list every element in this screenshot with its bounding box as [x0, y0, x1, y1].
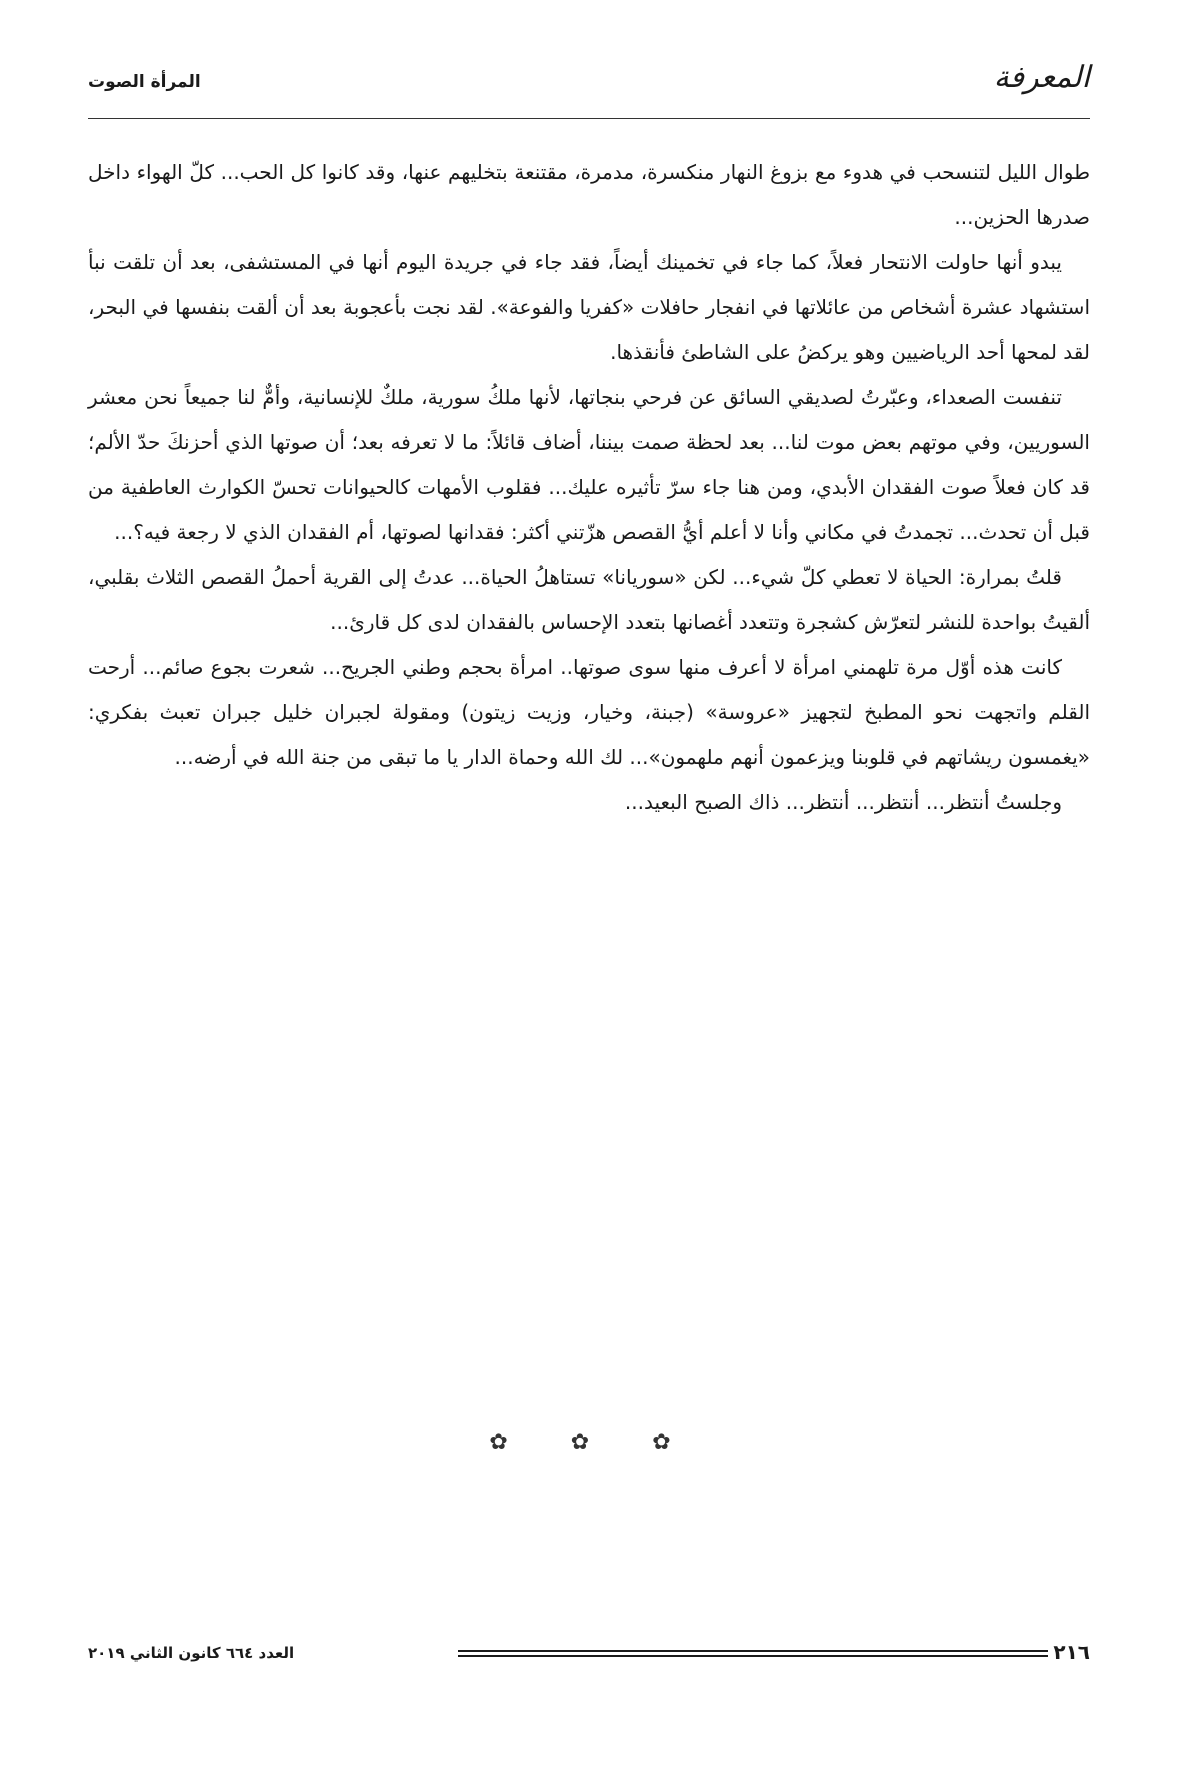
paragraph: تنفست الصعداء، وعبّرتُ لصديقي السائق عن فرحي بنجاتها، لأنها ملكُ سورية، ملكٌ للإنسانية، وأمٌّ لنا جميعاً نحن معشر السوريين، وفي موتهم بعض موت لنا... بعد لحظة صمت بيننا، أضاف قائلاً: ما لا تعرفه بعد؛ أن صوتها الذي أحزنكَ حدّ الألم؛ قد كان فعلاً صوت الفقدان الأبدي، ومن هنا جاء سرّ تأثيره عليك... فقلوب الأمهات كالحيوانات تحسّ الكوارث العاطفية من قبل أن تحدث... تجمدتُ في مكاني وأنا لا أعلم أيُّ القصص هزّتني أكثر: فقدانها لصوتها، أم الفقدان الذي لا رجعة فيه؟...	[88, 385, 1090, 544]
article-body	[88, 150, 1090, 825]
flower-icon: ✿	[570, 1430, 608, 1455]
header-divider	[88, 118, 1090, 119]
footer-divider	[458, 1650, 1048, 1660]
paragraph: طوال الليل لتنسحب في هدوء مع بزوغ النهار منكسرة، مدمرة، مقتنعة بتخليهم عنها، وقد كانوا كل الحب... كلّ الهواء داخل صدرها الحزين...	[88, 160, 1090, 229]
section-ornament	[0, 1430, 1178, 1455]
paragraph: وجلستُ أنتظر... أنتظر... أنتظر... ذاك الصبح البعيد...	[624, 790, 1062, 814]
article-title: المرأة الصوت	[88, 72, 201, 92]
flower-icon: ✿	[489, 1430, 526, 1455]
flower-icon: ✿	[652, 1430, 689, 1455]
page-header	[88, 58, 1090, 110]
magazine-logo: المعرفة	[993, 60, 1090, 95]
issue-info: العدد ٦٦٤ كانون الثاني ٢٠١٩	[88, 1644, 295, 1662]
page-footer	[88, 1640, 1090, 1670]
paragraph: يبدو أنها حاولت الانتحار فعلاً، كما جاء في تخمينك أيضاً، فقد جاء في جريدة اليوم أنها في المستشفى، بعد أن تلقت نبأ استشهاد عشرة أشخاص من عائلاتها في انفجار حافلات «كفريا والفوعة». لقد نجت بأعجوبة بعد أن ألقت بنفسها في البحر، لقد لمحها أحد الرياضيين وهو يركضُ على الشاطئ فأنقذها.	[88, 250, 1090, 364]
page-number: ٢١٦	[1053, 1640, 1090, 1664]
paragraph: قلتُ بمرارة: الحياة لا تعطي كلّ شيء... لكن «سوريانا» تستاهلُ الحياة... عدتُ إلى القرية أحملُ القصص الثلاث بقلبي، ألقيتُ بواحدة للنشر لتعرّش كشجرة وتتعدد أغصانها بتعدد الإحساس بالفقدان لدى كل قارئ...	[88, 565, 1090, 634]
paragraph: كانت هذه أوّل مرة تلهمني امرأة لا أعرف منها سوى صوتها.. امرأة بحجم وطني الجريح... شعرت بجوع صائم... أرحت القلم واتجهت نحو المطبخ لتجهيز «عروسة» (جبنة، وخيار، وزيت زيتون) ومقولة لجبران خليل جبران تعبث بفكري: «يغمسون ريشاتهم في قلوبنا ويزعمون أنهم ملهمون»... لك الله وحماة الدار يا ما تبقى من جنة الله في أرضه...	[88, 655, 1090, 769]
